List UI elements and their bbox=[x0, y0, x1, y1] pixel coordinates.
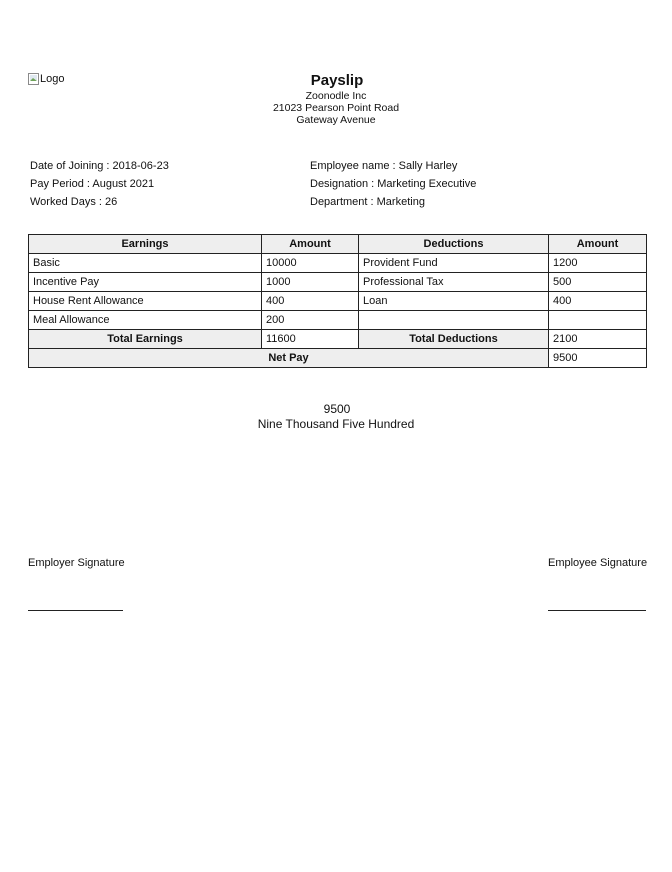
pay-period: Pay Period : August 2021 bbox=[30, 178, 155, 190]
deduction-amount: 500 bbox=[549, 273, 647, 292]
address-line-2: Gateway Avenue bbox=[296, 114, 376, 126]
deduction-amount: 1200 bbox=[549, 254, 647, 273]
employer-signature-label: Employer Signature bbox=[28, 557, 125, 569]
earning-label: Basic bbox=[29, 254, 262, 273]
earning-amount: 10000 bbox=[262, 254, 359, 273]
net-pay-value: 9500 bbox=[549, 349, 647, 368]
company-name: Zoonodle Inc bbox=[305, 90, 367, 102]
deduction-label bbox=[359, 311, 549, 330]
earning-amount: 400 bbox=[262, 292, 359, 311]
employee-name: Employee name : Sally Harley bbox=[310, 160, 458, 172]
earning-amount: 1000 bbox=[262, 273, 359, 292]
department: Department : Marketing bbox=[310, 196, 425, 208]
date-of-joining: Date of Joining : 2018-06-23 bbox=[30, 160, 169, 172]
payslip-header bbox=[0, 72, 672, 126]
designation: Designation : Marketing Executive bbox=[310, 178, 477, 190]
total-deductions-label: Total Deductions bbox=[359, 330, 549, 349]
total-earnings-label: Total Earnings bbox=[29, 330, 262, 349]
employee-info bbox=[310, 157, 476, 211]
table-row bbox=[29, 254, 647, 273]
page-title: Payslip bbox=[310, 72, 364, 89]
earnings-header: Earnings bbox=[29, 235, 262, 254]
earning-label: Meal Allowance bbox=[29, 311, 262, 330]
deduction-label: Loan bbox=[359, 292, 549, 311]
earning-label: House Rent Allowance bbox=[29, 292, 262, 311]
net-pay-label: Net Pay bbox=[29, 349, 549, 368]
net-amount-summary bbox=[0, 402, 672, 432]
total-deductions-value: 2100 bbox=[549, 330, 647, 349]
earnings-deductions-table bbox=[28, 234, 647, 368]
net-pay-row bbox=[29, 349, 647, 368]
employer-signature-line bbox=[28, 610, 123, 611]
total-earnings-value: 11600 bbox=[262, 330, 359, 349]
table-row bbox=[29, 273, 647, 292]
earning-amount: 200 bbox=[262, 311, 359, 330]
table-row bbox=[29, 311, 647, 330]
logo-alt-text: Logo bbox=[40, 73, 65, 85]
deduction-label: Provident Fund bbox=[359, 254, 549, 273]
worked-days: Worked Days : 26 bbox=[30, 196, 118, 208]
deductions-header: Deductions bbox=[359, 235, 549, 254]
table-row bbox=[29, 292, 647, 311]
earnings-amount-header: Amount bbox=[262, 235, 359, 254]
employment-info bbox=[30, 157, 169, 211]
employee-signature-line bbox=[548, 610, 646, 611]
deduction-label: Professional Tax bbox=[359, 273, 549, 292]
totals-row bbox=[29, 330, 647, 349]
net-amount-words: Nine Thousand Five Hundred bbox=[257, 417, 415, 431]
address-line-1: 21023 Pearson Point Road bbox=[272, 102, 400, 114]
net-amount-number: 9500 bbox=[323, 402, 351, 416]
deduction-amount bbox=[549, 311, 647, 330]
table-header-row bbox=[29, 235, 647, 254]
deductions-amount-header: Amount bbox=[549, 235, 647, 254]
employee-signature-label: Employee Signature bbox=[548, 557, 648, 569]
earning-label: Incentive Pay bbox=[29, 273, 262, 292]
deduction-amount: 400 bbox=[549, 292, 647, 311]
